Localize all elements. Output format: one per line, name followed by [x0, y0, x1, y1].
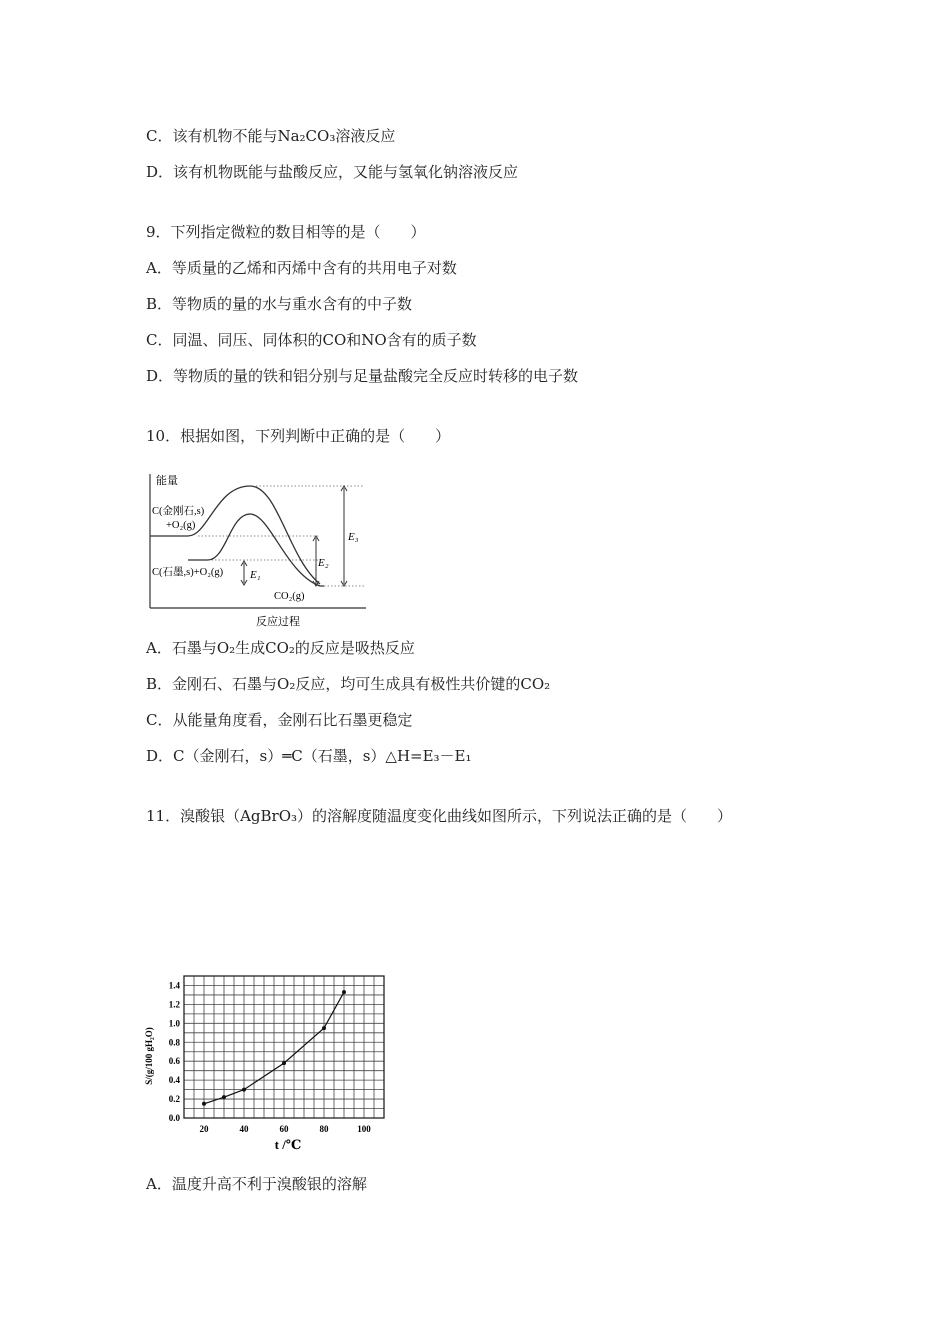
graphite-curve	[208, 514, 324, 586]
q9-option-b: B．等物质的量的水与重水含有的中子数	[146, 295, 413, 313]
y-tick-label: 1.2	[168, 999, 180, 1010]
q10-option-c: C．从能量角度看，金刚石比石墨更稳定	[146, 711, 413, 729]
q9-option-a: A．等质量的乙烯和丙烯中含有的共用电子对数	[146, 259, 457, 277]
q8-option-d: D．该有机物既能与盐酸反应，又能与氢氧化钠溶液反应	[146, 163, 519, 181]
chart-grid	[184, 976, 384, 1118]
diamond-label-2: +O₂(g)	[166, 520, 196, 531]
q11-option-a: A．温度升高不利于溴酸银的溶解	[146, 1175, 367, 1193]
data-point	[322, 1026, 326, 1030]
q9-option-d: D．等物质的量的铁和铝分别与足量盐酸完全反应时转移的电子数	[146, 367, 579, 385]
solubility-chart	[138, 966, 398, 1156]
graphite-label: C(石墨,s)+O₂(g)	[152, 567, 224, 578]
y-tick-label: 0.4	[168, 1075, 180, 1086]
y-tick-label: 0.6	[168, 1056, 180, 1067]
data-point	[282, 1061, 286, 1065]
q11-stem: 11．溴酸银（AgBrO₃）的溶解度随温度变化曲线如图所示，下列说法正确的是（ ）	[146, 807, 733, 825]
y-tick-label: 0.0	[168, 1113, 180, 1123]
y-tick-label: 0.8	[168, 1037, 180, 1048]
data-point	[242, 1088, 246, 1092]
y-axis-label: 能量	[156, 475, 178, 487]
y-tick-label: 0.2	[168, 1094, 180, 1105]
data-point	[342, 990, 346, 994]
x-axis-label: 反应过程	[256, 616, 300, 628]
data-point	[222, 1095, 226, 1099]
x-tick-label: 40	[239, 1124, 249, 1134]
x-tick-label: 80	[319, 1124, 329, 1134]
diamond-label-1: C(金刚石,s)	[152, 506, 205, 517]
e2-label: E₂	[318, 557, 329, 569]
data-point	[202, 1102, 206, 1106]
q9-stem: 9．下列指定微粒的数目相等的是（ ）	[146, 223, 426, 241]
q10-stem: 10．根据如图，下列判断中正确的是（ ）	[146, 427, 451, 445]
y-tick-label: 1.4	[168, 980, 180, 991]
chart-y-label: S/(g/100 gH₂O)	[144, 1027, 154, 1085]
q10-option-a: A．石墨与O₂生成CO₂的反应是吸热反应	[146, 639, 415, 657]
q10-option-d: D．C（金刚石，s）═C（石墨，s）△H=E₃－E₁	[146, 747, 472, 765]
x-tick-label: 60	[279, 1124, 289, 1134]
chart-ticks	[169, 980, 372, 1134]
product-label: CO₂(g)	[274, 591, 305, 602]
e1-label: E₁	[250, 569, 261, 581]
y-tick-label: 1.0	[168, 1018, 180, 1029]
e3-label: E₃	[348, 531, 359, 543]
x-tick-label: 100	[357, 1124, 371, 1134]
chart-x-label: t /℃	[274, 1137, 302, 1152]
energy-diagram	[138, 468, 378, 634]
q8-option-c: C．该有机物不能与Na₂CO₃溶液反应	[146, 127, 396, 145]
q9-option-c: C．同温、同压、同体积的CO和NO含有的质子数	[146, 331, 477, 349]
q10-option-b: B．金刚石、石墨与O₂反应，均可生成具有极性共价键的CO₂	[146, 675, 551, 693]
x-tick-label: 20	[199, 1124, 209, 1134]
